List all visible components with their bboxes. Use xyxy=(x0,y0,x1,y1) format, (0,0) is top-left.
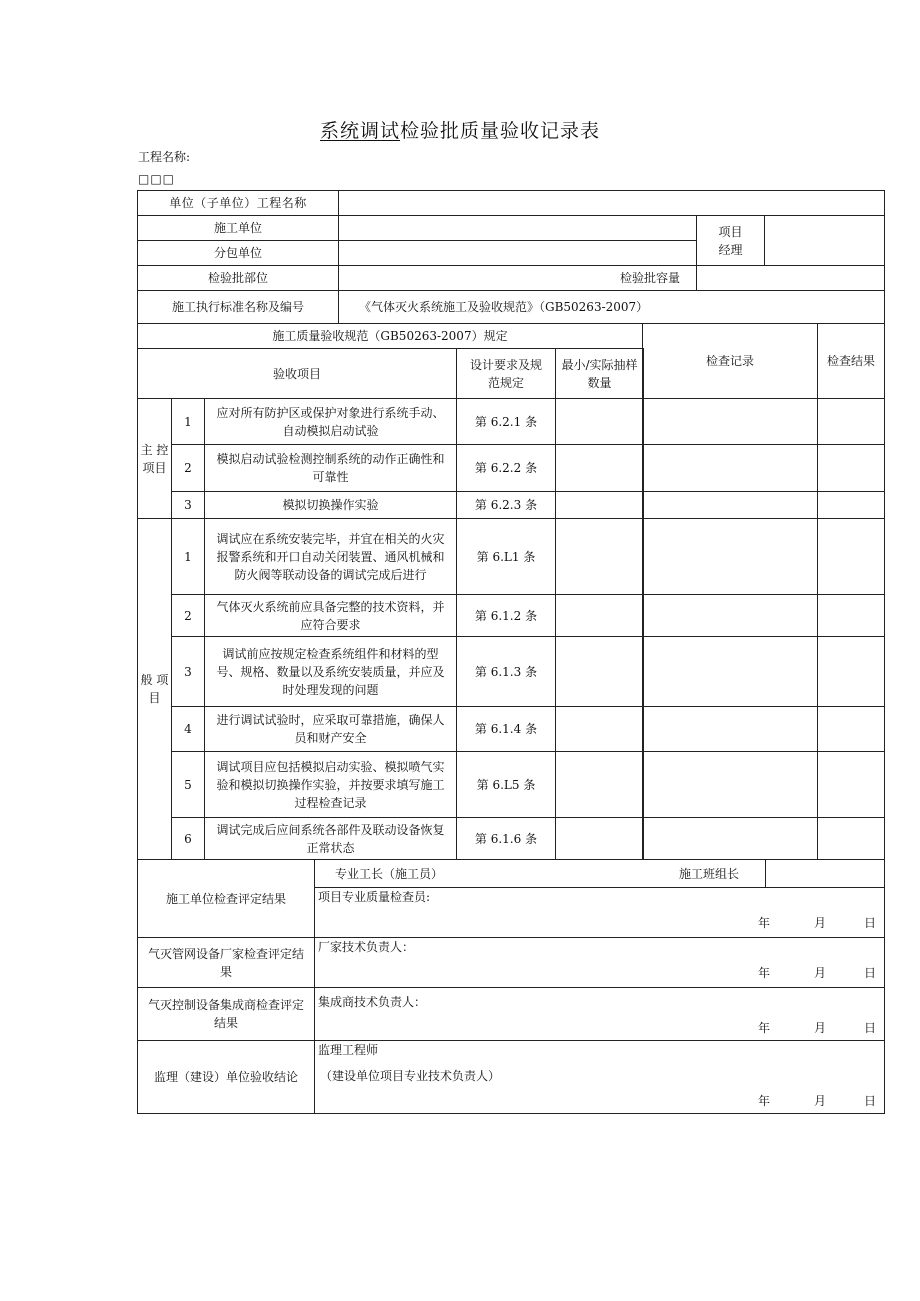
check-record-header: 检查记录 xyxy=(642,323,818,399)
date-year-4: 年 xyxy=(758,1094,771,1108)
supervisor-label: 监理工程师 xyxy=(318,1043,379,1057)
subcontract-unit-label: 分包单位 xyxy=(137,240,339,266)
general-item-5-clause: 第 6.L5 条 xyxy=(456,751,556,818)
general-label: 般 项 目 xyxy=(137,518,172,860)
standard-name-label: 施工执行标准名称及编号 xyxy=(137,290,339,324)
main-item-2-result[interactable] xyxy=(817,444,885,492)
general-item-3-clause: 第 6.1.3 条 xyxy=(456,636,556,707)
main-item-1-desc: 应对所有防护区或保护对象进行系统手动、 自动模拟启动试验 xyxy=(204,398,457,445)
construction-unit-field[interactable] xyxy=(338,215,697,241)
design-requirement-header: 设计要求及规 范规定 xyxy=(456,348,556,399)
quality-inspector-cell[interactable] xyxy=(314,887,885,938)
main-item-2-sample[interactable] xyxy=(555,444,644,492)
unit-project-name-field[interactable] xyxy=(338,190,885,216)
sample-count-header: 最小/实际抽样 数量 xyxy=(555,348,644,399)
batch-location-label: 检验批部位 xyxy=(137,265,339,291)
general-item-1-desc: 调试应在系统安装完毕，并宜在相关的火灾 报警系统和开口自动关闭装置、通风机械和 防火阀等联动设备的调试完成后进行 xyxy=(204,518,457,595)
foreman-label: 专业工长（施工员） xyxy=(335,866,444,881)
general-item-6-record[interactable] xyxy=(642,817,818,860)
project-manager-label: 项目 经理 xyxy=(696,215,765,266)
main-item-3-no: 3 xyxy=(171,491,205,519)
supervisor-cell[interactable] xyxy=(314,1040,885,1114)
general-item-4-clause: 第 6.1.4 条 xyxy=(456,706,556,752)
main-item-1-sample[interactable] xyxy=(555,398,644,445)
general-item-6-no: 6 xyxy=(171,817,205,860)
main-item-3-sample[interactable] xyxy=(555,491,644,519)
general-item-1-clause: 第 6.L1 条 xyxy=(456,518,556,595)
general-item-6-desc: 调试完成后应间系统各部件及联动设备恢复 正常状态 xyxy=(204,817,457,860)
integrator-tech-label: 集成商技术负责人： xyxy=(318,995,427,1009)
general-item-1-record[interactable] xyxy=(642,518,818,595)
batch-capacity-field[interactable] xyxy=(696,265,885,291)
date-day-3: 日 xyxy=(864,1021,877,1035)
project-name-label: 工程名称: xyxy=(138,150,191,164)
acceptance-item-header: 验收项目 xyxy=(137,348,457,399)
foreman-cell xyxy=(314,859,766,888)
general-item-6-result[interactable] xyxy=(817,817,885,860)
main-item-1-clause: 第 6.2.1 条 xyxy=(456,398,556,445)
main-item-1-no: 1 xyxy=(171,398,205,445)
main-item-3-desc: 模拟切换操作实验 xyxy=(204,491,457,519)
team-leader-field[interactable] xyxy=(765,859,885,888)
factory-tech-label: 厂家技术负责人： xyxy=(318,940,415,954)
integrator-tech-cell[interactable] xyxy=(314,987,885,1041)
main-item-2-desc: 模拟启动试验检测控制系统的动作正确性和 可靠性 xyxy=(204,444,457,492)
date-day-1: 日 xyxy=(864,916,877,930)
general-item-3-result[interactable] xyxy=(817,636,885,707)
general-item-2-clause: 第 6.1.2 条 xyxy=(456,594,556,637)
pipe-eval-label: 气灭管网设备厂家检查评定结 果 xyxy=(137,937,315,988)
main-item-2-record[interactable] xyxy=(642,444,818,492)
quality-inspector-label: 项目专业质量检查员: xyxy=(318,890,431,904)
date-day-4: 日 xyxy=(864,1094,877,1108)
date-year-2: 年 xyxy=(758,966,771,980)
date-day-2: 日 xyxy=(864,966,877,980)
general-item-5-result[interactable] xyxy=(817,751,885,818)
general-item-6-sample[interactable] xyxy=(555,817,644,860)
general-item-1-sample[interactable] xyxy=(555,518,644,595)
main-item-1-result[interactable] xyxy=(817,398,885,445)
general-item-5-record[interactable] xyxy=(642,751,818,818)
general-item-2-desc: 气体灭火系统前应具备完整的技术资料，并 应符合要求 xyxy=(204,594,457,637)
form-title xyxy=(0,116,920,143)
general-item-5-sample[interactable] xyxy=(555,751,644,818)
main-item-2-no: 2 xyxy=(171,444,205,492)
main-item-3-result[interactable] xyxy=(817,491,885,519)
general-item-2-no: 2 xyxy=(171,594,205,637)
main-control-label: 主 控 项目 xyxy=(137,398,172,519)
form-title-underlined: 系统调试 xyxy=(319,120,400,142)
general-item-2-result[interactable] xyxy=(817,594,885,637)
date-year-3: 年 xyxy=(758,1021,771,1035)
owner-tech-label: （建设单位项目专业技术负责人） xyxy=(320,1069,501,1083)
general-item-5-no: 5 xyxy=(171,751,205,818)
team-leader-label: 施工班组长 xyxy=(678,866,739,881)
general-item-4-result[interactable] xyxy=(817,706,885,752)
general-item-5-desc: 调试项目应包括模拟启动实验、模拟喷气实 验和模拟切换操作实验，并按要求填写施工 过程检查记录 xyxy=(204,751,457,818)
standard-name-value: 《气体灭火系统施工及验收规范》（GB50263-2007） xyxy=(338,290,885,324)
general-item-4-desc: 进行调试试验时，应采取可靠措施，确保人 员和财产安全 xyxy=(204,706,457,752)
supervision-conclusion-label: 监理（建设）单位验收结论 xyxy=(137,1040,315,1114)
main-item-1-record[interactable] xyxy=(642,398,818,445)
check-result-header: 检查结果 xyxy=(817,323,885,399)
construction-unit-label: 施工单位 xyxy=(137,215,339,241)
main-item-3-record[interactable] xyxy=(642,491,818,519)
general-item-3-no: 3 xyxy=(171,636,205,707)
project-manager-field[interactable] xyxy=(764,215,885,266)
general-item-1-no: 1 xyxy=(171,518,205,595)
unit-project-name-label: 单位（子单位）工程名称 xyxy=(137,190,339,216)
date-month-2: 月 xyxy=(814,966,827,980)
spec-rule-header: 施工质量验收规范（GB50263-2007）规定 xyxy=(137,323,643,349)
factory-tech-cell[interactable] xyxy=(314,937,885,988)
control-eval-label: 气灭控制设备集成商检查评定 结果 xyxy=(137,987,315,1041)
general-item-3-desc: 调试前应按规定检查系统组件和材料的型 号、规格、数量以及系统安装质量，并应及 时处理发现的问题 xyxy=(204,636,457,707)
general-item-4-sample[interactable] xyxy=(555,706,644,752)
subcontract-unit-field[interactable] xyxy=(338,240,697,266)
form-title-rest: 检验批质量验收记录表 xyxy=(400,120,601,142)
general-item-1-result[interactable] xyxy=(817,518,885,595)
general-item-4-record[interactable] xyxy=(642,706,818,752)
placeholder-boxes: □□□ xyxy=(138,172,176,186)
date-month-3: 月 xyxy=(814,1021,827,1035)
main-item-2-clause: 第 6.2.2 条 xyxy=(456,444,556,492)
date-month-4: 月 xyxy=(814,1094,827,1108)
main-item-3-clause: 第 6.2.3 条 xyxy=(456,491,556,519)
batch-capacity-label: 检验批容量 xyxy=(338,265,697,291)
general-item-3-record[interactable] xyxy=(642,636,818,707)
date-month-1: 月 xyxy=(814,916,827,930)
general-item-4-no: 4 xyxy=(171,706,205,752)
general-item-3-sample[interactable] xyxy=(555,636,644,707)
general-item-6-clause: 第 6.1.6 条 xyxy=(456,817,556,860)
general-item-2-sample[interactable] xyxy=(555,594,644,637)
date-year-1: 年 xyxy=(758,916,771,930)
general-item-2-record[interactable] xyxy=(642,594,818,637)
construction-eval-label: 施工单位检查评定结果 xyxy=(137,859,315,938)
